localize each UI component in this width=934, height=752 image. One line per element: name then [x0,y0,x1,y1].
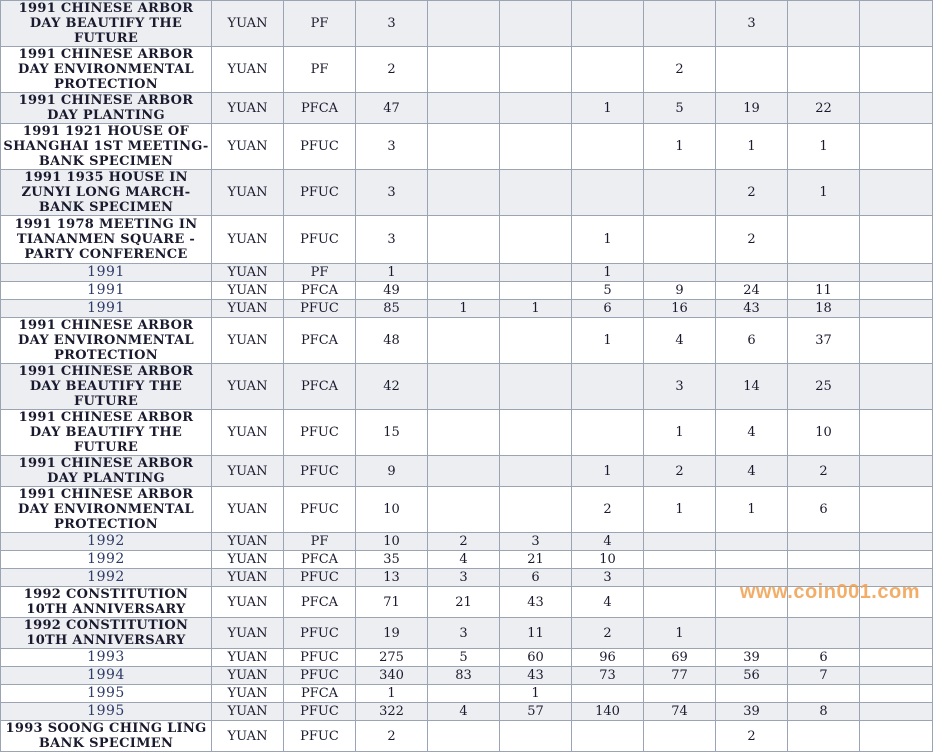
grade-count-cell [500,282,572,300]
grade-count-cell: 1 [500,685,572,703]
grade-count-cell: 6 [572,300,644,318]
grade-count-cell [860,318,933,364]
issue-name-cell: 1993 SOONG CHING LING BANK SPECIMEN [1,721,212,752]
table-row [1,300,933,318]
unit-cell: YUAN [212,456,284,487]
unit-cell: YUAN [212,170,284,216]
table-row [1,318,933,364]
grade-count-cell [500,170,572,216]
type-cell: PF [284,47,356,93]
table-row [1,487,933,533]
total-count-cell: 9 [356,456,428,487]
grade-count-cell: 4 [716,456,788,487]
grade-count-cell: 1 [716,124,788,170]
total-count-cell: 47 [356,93,428,124]
grade-count-cell: 43 [500,587,572,618]
grade-count-cell [644,721,716,752]
grade-count-cell: 2 [716,721,788,752]
table-row [1,587,933,618]
table-body [1,1,933,752]
grade-count-cell [572,170,644,216]
grade-count-cell [860,667,933,685]
grade-count-cell [860,703,933,721]
issue-name-cell: 1991 [1,264,212,282]
type-cell: PFUC [284,170,356,216]
unit-cell: YUAN [212,318,284,364]
table-row [1,551,933,569]
grade-count-cell: 1 [788,170,860,216]
unit-cell: YUAN [212,618,284,649]
total-count-cell: 322 [356,703,428,721]
grade-count-cell: 3 [500,533,572,551]
unit-cell: YUAN [212,667,284,685]
type-cell: PFUC [284,618,356,649]
grade-count-cell [716,618,788,649]
grade-count-cell: 21 [428,587,500,618]
grade-count-cell [572,685,644,703]
grade-count-cell: 10 [572,551,644,569]
type-cell: PF [284,264,356,282]
grade-count-cell: 5 [644,93,716,124]
grade-count-cell [644,264,716,282]
grade-count-cell [500,318,572,364]
total-count-cell: 3 [356,124,428,170]
total-count-cell: 3 [356,170,428,216]
grade-count-cell [500,124,572,170]
grade-count-cell [860,551,933,569]
issue-name-cell: 1992 CONSTITUTION 10TH ANNIVERSARY [1,618,212,649]
grade-count-cell [644,685,716,703]
grade-count-cell: 96 [572,649,644,667]
grade-count-cell [716,264,788,282]
total-count-cell: 42 [356,364,428,410]
unit-cell: YUAN [212,551,284,569]
grade-count-cell: 83 [428,667,500,685]
grade-count-cell [572,47,644,93]
grade-count-cell: 1 [500,300,572,318]
grade-count-cell: 16 [644,300,716,318]
type-cell: PFUC [284,649,356,667]
grade-count-cell: 2 [428,533,500,551]
grade-count-cell [788,216,860,264]
grade-count-cell [860,569,933,587]
total-count-cell: 35 [356,551,428,569]
total-count-cell: 2 [356,47,428,93]
grade-count-cell [716,685,788,703]
unit-cell: YUAN [212,282,284,300]
total-count-cell: 71 [356,587,428,618]
type-cell: PFCA [284,364,356,410]
grade-count-cell: 2 [572,618,644,649]
issue-name-cell: 1991 1978 MEETING IN TIANANMEN SQUARE - PARTY CONFERENCE [1,216,212,264]
total-count-cell: 3 [356,1,428,47]
grade-count-cell: 43 [716,300,788,318]
grade-count-cell: 73 [572,667,644,685]
type-cell: PFUC [284,300,356,318]
grade-count-cell [428,410,500,456]
total-count-cell: 1 [356,264,428,282]
total-count-cell: 19 [356,618,428,649]
grade-count-cell [500,1,572,47]
grade-count-cell [860,124,933,170]
total-count-cell: 10 [356,533,428,551]
unit-cell: YUAN [212,649,284,667]
grade-count-cell [860,47,933,93]
grade-count-cell [428,487,500,533]
grade-count-cell [428,124,500,170]
grade-count-cell: 6 [716,318,788,364]
total-count-cell: 15 [356,410,428,456]
total-count-cell: 2 [356,721,428,752]
grade-count-cell: 6 [788,649,860,667]
table-row [1,533,933,551]
grade-count-cell: 6 [500,569,572,587]
grade-count-cell: 3 [428,618,500,649]
table-row [1,703,933,721]
total-count-cell: 1 [356,685,428,703]
issue-name-cell: 1995 [1,685,212,703]
grade-count-cell [860,1,933,47]
issue-name-cell: 1991 CHINESE ARBOR DAY PLANTING [1,93,212,124]
table-row [1,216,933,264]
grade-count-cell [860,649,933,667]
total-count-cell: 48 [356,318,428,364]
grade-count-cell [860,618,933,649]
table-row [1,47,933,93]
table-row [1,282,933,300]
grade-count-cell [428,318,500,364]
grade-count-cell [860,282,933,300]
table-row [1,410,933,456]
grade-count-cell [860,93,933,124]
grade-count-cell: 39 [716,649,788,667]
grade-count-cell: 4 [428,703,500,721]
issue-name-cell: 1992 [1,551,212,569]
watermark-text: www.coin001.com [739,581,920,603]
grade-count-cell [428,93,500,124]
type-cell: PFUC [284,216,356,264]
grade-count-cell: 1 [644,618,716,649]
unit-cell: YUAN [212,364,284,410]
grade-count-cell [644,551,716,569]
grade-count-cell [860,170,933,216]
grade-count-cell: 19 [716,93,788,124]
grade-count-cell [860,456,933,487]
grade-count-cell [500,264,572,282]
grade-count-cell [428,685,500,703]
unit-cell: YUAN [212,47,284,93]
grade-count-cell: 2 [716,216,788,264]
grade-count-cell [428,1,500,47]
grade-count-cell [428,282,500,300]
grade-count-cell: 4 [644,318,716,364]
table-row [1,667,933,685]
grade-count-cell: 2 [644,47,716,93]
grade-count-cell: 1 [644,410,716,456]
grade-count-cell [788,587,860,618]
issue-name-cell: 1991 [1,282,212,300]
grade-count-cell: 22 [788,93,860,124]
grade-count-cell: 2 [572,487,644,533]
grade-count-cell [788,685,860,703]
grade-count-cell: 1 [572,216,644,264]
type-cell: PF [284,533,356,551]
grade-count-cell: 77 [644,667,716,685]
grade-count-cell: 57 [500,703,572,721]
issue-name-cell: 1991 CHINESE ARBOR DAY BEAUTIFY THE FUTURE [1,1,212,47]
issue-name-cell: 1995 [1,703,212,721]
grade-count-cell [644,170,716,216]
type-cell: PFCA [284,318,356,364]
total-count-cell: 340 [356,667,428,685]
unit-cell: YUAN [212,587,284,618]
grade-count-cell [860,216,933,264]
total-count-cell: 10 [356,487,428,533]
unit-cell: YUAN [212,1,284,47]
issue-name-cell: 1991 1935 HOUSE IN ZUNYI LONG MARCH-BANK SPECIMEN [1,170,212,216]
grade-count-cell [788,618,860,649]
grade-count-cell: 5 [572,282,644,300]
unit-cell: YUAN [212,685,284,703]
type-cell: PFUC [284,456,356,487]
grade-count-cell: 11 [788,282,860,300]
grade-count-cell: 21 [500,551,572,569]
unit-cell: YUAN [212,216,284,264]
grade-count-cell [860,300,933,318]
issue-name-cell: 1991 CHINESE ARBOR DAY PLANTING [1,456,212,487]
table-row [1,569,933,587]
type-cell: PFUC [284,124,356,170]
grade-count-cell: 4 [716,410,788,456]
issue-name-cell: 1992 [1,533,212,551]
type-cell: PFUC [284,569,356,587]
issue-name-cell: 1991 CHINESE ARBOR DAY ENVIRONMENTAL PROTECTION [1,318,212,364]
grade-count-cell: 1 [428,300,500,318]
issue-name-cell: 1991 CHINESE ARBOR DAY BEAUTIFY THE FUTURE [1,364,212,410]
grade-count-cell: 2 [644,456,716,487]
grade-count-cell [572,410,644,456]
grade-count-cell [788,721,860,752]
grade-count-cell [428,170,500,216]
grade-count-cell: 5 [428,649,500,667]
grade-count-cell: 9 [644,282,716,300]
table-row [1,685,933,703]
grade-count-cell [788,1,860,47]
grade-count-cell: 10 [788,410,860,456]
grade-count-cell: 6 [788,487,860,533]
issue-name-cell: 1992 CONSTITUTION 10TH ANNIVERSARY [1,587,212,618]
grade-count-cell: 18 [788,300,860,318]
grade-count-cell [716,587,788,618]
unit-cell: YUAN [212,533,284,551]
total-count-cell: 3 [356,216,428,264]
grade-count-cell: 11 [500,618,572,649]
table-row [1,264,933,282]
grade-count-cell [644,216,716,264]
grade-count-cell [572,721,644,752]
unit-cell: YUAN [212,487,284,533]
grade-count-cell [500,456,572,487]
grade-count-cell: 1 [572,318,644,364]
grade-count-cell [572,1,644,47]
grade-count-cell [860,685,933,703]
table-row [1,364,933,410]
grade-count-cell [428,216,500,264]
type-cell: PFUC [284,667,356,685]
type-cell: PFUC [284,410,356,456]
grade-count-cell: 60 [500,649,572,667]
total-count-cell: 13 [356,569,428,587]
type-cell: PFCA [284,282,356,300]
unit-cell: YUAN [212,300,284,318]
grade-count-cell: 2 [716,170,788,216]
grade-count-cell [500,410,572,456]
type-cell: PFUC [284,487,356,533]
grade-count-cell [572,124,644,170]
grade-count-cell [788,47,860,93]
grade-count-cell [860,721,933,752]
total-count-cell: 49 [356,282,428,300]
grade-count-cell [500,487,572,533]
grade-count-cell [860,487,933,533]
grade-count-cell [788,533,860,551]
grade-count-cell: 74 [644,703,716,721]
issue-name-cell: 1991 CHINESE ARBOR DAY BEAUTIFY THE FUTURE [1,410,212,456]
grade-count-cell: 1 [572,264,644,282]
grade-count-cell [644,533,716,551]
unit-cell: YUAN [212,124,284,170]
grade-count-cell: 14 [716,364,788,410]
issue-name-cell: 1991 CHINESE ARBOR DAY ENVIRONMENTAL PROTECTION [1,47,212,93]
grade-count-cell [500,93,572,124]
issue-name-cell: 1994 [1,667,212,685]
grade-count-cell: 24 [716,282,788,300]
grade-count-cell: 2 [788,456,860,487]
unit-cell: YUAN [212,264,284,282]
grade-count-cell: 4 [572,587,644,618]
unit-cell: YUAN [212,703,284,721]
grade-count-cell: 39 [716,703,788,721]
grade-count-cell [860,587,933,618]
grade-count-cell: 3 [428,569,500,587]
grade-count-cell [860,364,933,410]
grade-count-cell [428,456,500,487]
table-row [1,124,933,170]
grade-count-cell: 25 [788,364,860,410]
grade-count-cell [500,216,572,264]
grade-count-cell: 3 [644,364,716,410]
grade-count-cell [644,1,716,47]
grade-count-cell [428,364,500,410]
unit-cell: YUAN [212,93,284,124]
table-row [1,93,933,124]
issue-name-cell: 1991 [1,300,212,318]
unit-cell: YUAN [212,569,284,587]
grade-count-cell: 8 [788,703,860,721]
total-count-cell: 275 [356,649,428,667]
grade-count-cell [428,721,500,752]
table-row [1,649,933,667]
issue-name-cell: 1992 [1,569,212,587]
table-row [1,1,933,47]
grade-count-cell: 7 [788,667,860,685]
grade-count-cell [860,533,933,551]
grade-count-cell: 1 [644,124,716,170]
grade-count-cell: 43 [500,667,572,685]
total-count-cell: 85 [356,300,428,318]
grade-count-cell [716,533,788,551]
grade-count-cell: 4 [428,551,500,569]
table-row [1,721,933,752]
grade-count-cell [644,569,716,587]
grade-count-cell [716,47,788,93]
table-row [1,618,933,649]
grade-count-cell: 3 [716,1,788,47]
table-row [1,170,933,216]
grade-count-cell [500,364,572,410]
grade-count-cell [788,264,860,282]
grade-count-cell: 1 [716,487,788,533]
grade-count-cell: 1 [572,93,644,124]
type-cell: PFUC [284,721,356,752]
grade-count-cell: 1 [644,487,716,533]
grade-count-cell: 1 [572,456,644,487]
grade-count-cell [644,587,716,618]
grade-count-cell [860,264,933,282]
type-cell: PFCA [284,685,356,703]
grade-count-cell [716,569,788,587]
unit-cell: YUAN [212,721,284,752]
type-cell: PFCA [284,587,356,618]
grade-count-cell [500,721,572,752]
grade-count-cell [788,551,860,569]
unit-cell: YUAN [212,410,284,456]
grade-count-cell [788,569,860,587]
grade-count-cell [572,364,644,410]
grade-count-cell: 56 [716,667,788,685]
grade-count-cell: 37 [788,318,860,364]
grade-count-cell [860,410,933,456]
grade-count-cell [716,551,788,569]
type-cell: PFCA [284,551,356,569]
issue-name-cell: 1993 [1,649,212,667]
grade-count-cell [428,264,500,282]
type-cell: PFCA [284,93,356,124]
grade-count-cell: 1 [788,124,860,170]
grade-count-cell [500,47,572,93]
type-cell: PFUC [284,703,356,721]
issue-name-cell: 1991 1921 HOUSE OF SHANGHAI 1ST MEETING-BANK SPECIMEN [1,124,212,170]
table-row [1,456,933,487]
type-cell: PF [284,1,356,47]
issue-name-cell: 1991 CHINESE ARBOR DAY ENVIRONMENTAL PROTECTION [1,487,212,533]
grade-count-cell: 3 [572,569,644,587]
grade-count-cell: 140 [572,703,644,721]
grade-count-cell: 4 [572,533,644,551]
grade-count-cell [428,47,500,93]
grade-count-cell: 69 [644,649,716,667]
